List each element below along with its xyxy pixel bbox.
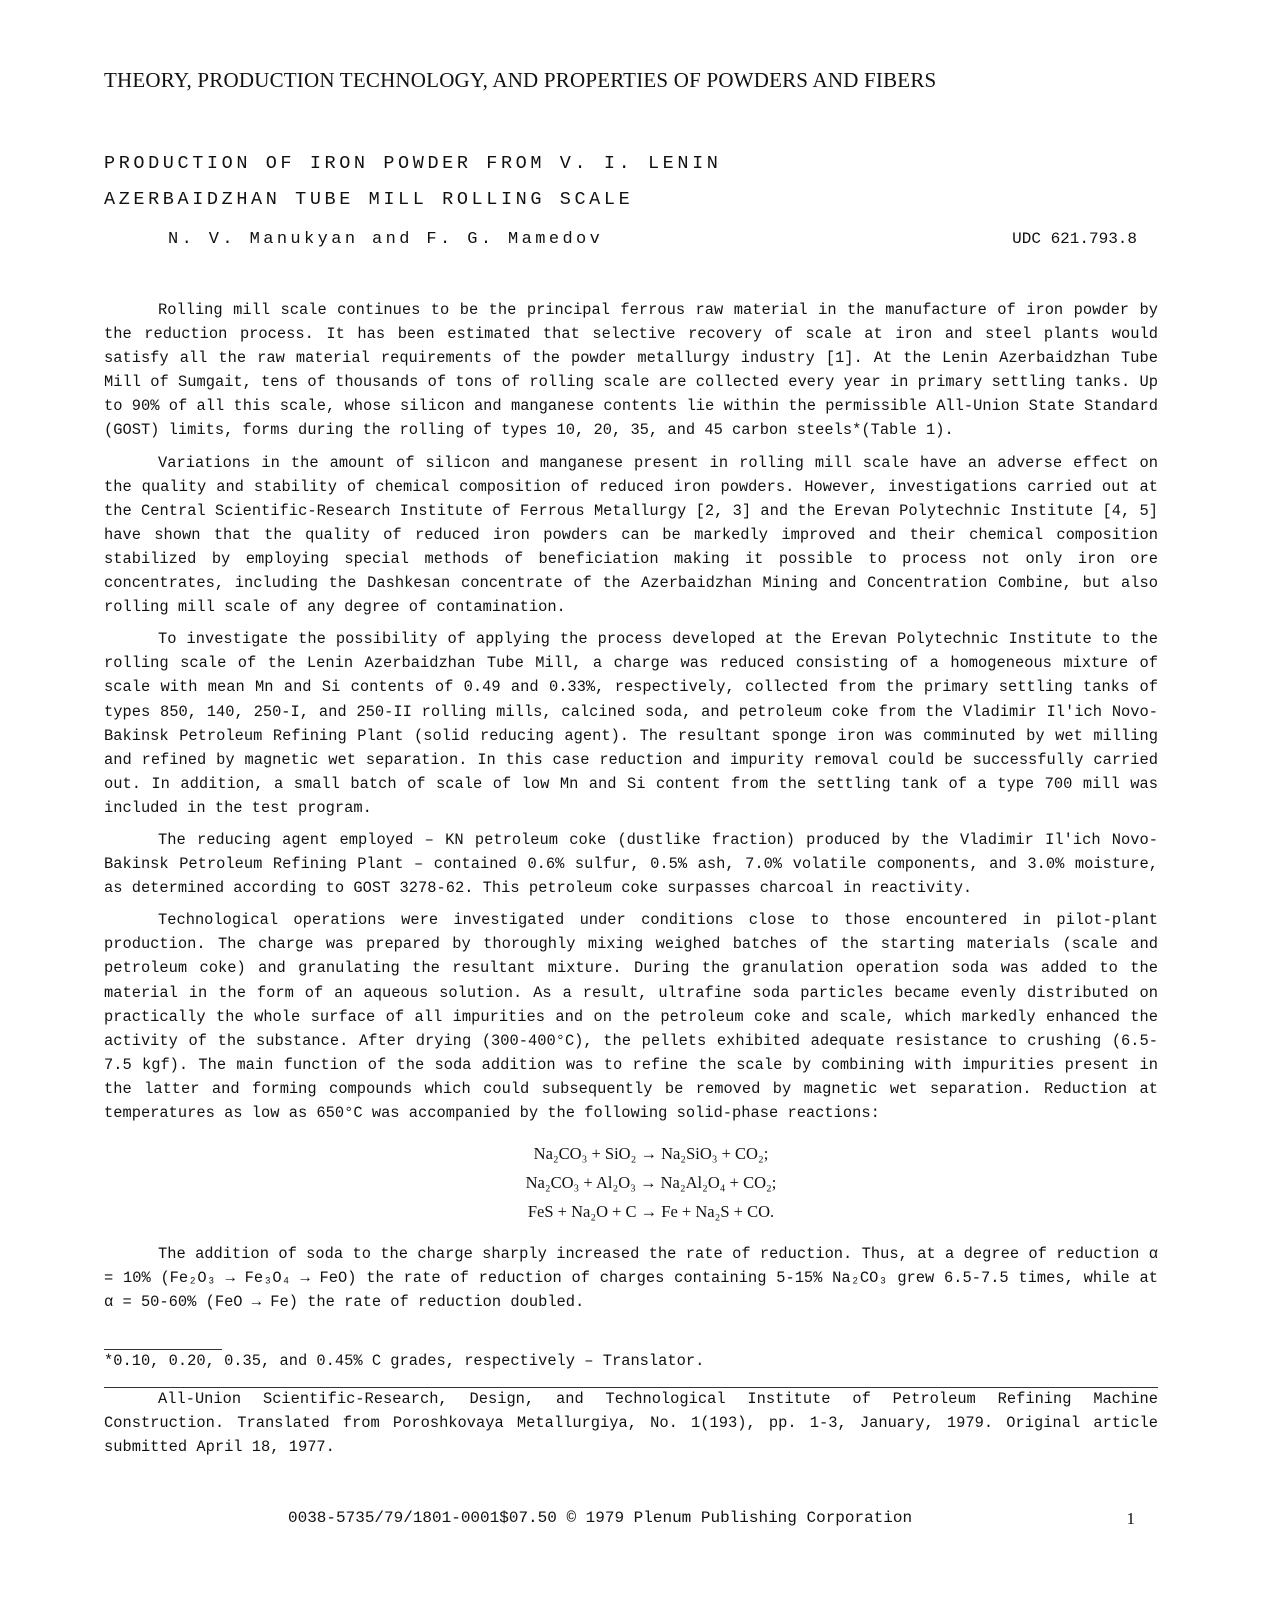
title-line-2: AZERBAIDZHAN TUBE MILL ROLLING SCALE: [104, 189, 634, 210]
article-body: [104, 298, 1158, 1322]
paragraph-1: Rolling mill scale continues to be the principal ferrous raw material in the manufacture of iron powder by the reduction process. It has been estimated that selective recovery of scale at iron and steel plants would satisfy all the raw material requirements of the powder metallurgy industry [1]. At the Lenin Azerbaidzhan Tube Mill of Sumgait, tens of thousands of tons of rolling scale are collected every year in primary settling tanks. Up to 90% of all this scale, whose silicon and manganese contents lie within the permissible All-Union State Standard (GOST) limits, forms during the rolling of types 10, 20, 35, and 45 carbon steels*(Table 1).: [104, 301, 1158, 440]
footnote-rule: [104, 1349, 222, 1350]
paragraph-5: Technological operations were investigated under conditions close to those encountered in pilot-plant production. The charge was prepared by thoroughly mixing weighed batches of the starting materials (scale and petroleum coke) and granulating the resultant mixture. During the granulation operation soda was added to the material in the form of an aqueous solution. As a result, ultrafine soda particles became evenly distributed on practically the whole surface of all impurities and on the petroleum coke and scale, which markedly enhanced the activity of the substance. After drying (300-400°C), the pellets exhibited adequate resistance to crushing (6.5-7.5 kgf). The main function of the soda addition was to refine the scale by combining with impurities present in the latter and forming compounds which could subsequently be removed by magnetic wet separation. Reduction at temperatures as low as 650°C was accompanied by the following solid-phase reactions:: [104, 911, 1158, 1122]
equation-1: Na₂CO₃ + SiO₂ → Na₂SiO₃ + CO₂;: [533, 1144, 769, 1164]
section-heading: THEORY, PRODUCTION TECHNOLOGY, AND PROPERTIES OF POWDERS AND FIBERS: [104, 68, 937, 92]
publisher-line: 0038-5735/79/1801-0001$07.50 © 1979 Plenum Publishing Corporation: [288, 1509, 913, 1527]
article-title: [104, 146, 1004, 218]
equation-2: Na₂CO₃ + Al₂O₃ → Na₂Al₂O₄ + CO₂;: [525, 1173, 777, 1193]
equation-3: FeS + Na₂O + C → Fe + Na₂S + CO.: [527, 1202, 775, 1222]
footnote: *0.10, 0.20, 0.35, and 0.45% C grades, respectively – Translator.: [104, 1352, 705, 1370]
reaction-equations: [104, 1139, 1158, 1226]
affiliation-note: All-Union Scientific-Research, Design, and Technological Institute of Petroleum Refining Machine Construction. Translated from Poroshkovaya Metallurgiya, No. 1(193), pp. 1-3, January, 1979. Original article submitted April 18, 1977.: [104, 1390, 1158, 1456]
page-number: 1: [1126, 1509, 1135, 1528]
paragraph-4: The reducing agent employed – KN petroleum coke (dustlike fraction) produced by the Vladimir Il'ich Novo-Bakinsk Petroleum Refining Plant – contained 0.6% sulfur, 0.5% ash, 7.0% volatile components, and 3.0% moisture, as determined according to GOST 3278-62. This petroleum coke surpasses charcoal in reactivity.: [104, 830, 1158, 898]
paragraph-6: The addition of soda to the charge sharply increased the rate of reduction. Thus, at a degree of reduction α = 10% (Fe₂O₃ → Fe₃O₄ → FeO) the rate of reduction of charges containing 5-15% Na₂CO₃ grew 6.5-7.5 times, while at α = 50-60% (FeO → Fe) the rate of reduction doubled.: [104, 1245, 1158, 1312]
paragraph-2: Variations in the amount of silicon and manganese present in rolling mill scale have an adverse effect on the quality and stability of chemical composition of reduced iron powders. However, investigations carried out at the Central Scientific-Research Institute of Ferrous Metallurgy [2, 3] and the Erevan Polytechnic Institute [4, 5] have shown that the quality of reduced iron powders can be markedly improved and their chemical composition stabilized by employing special methods of beneficiation making it possible to process not only iron ore concentrates, including the Dashkesan concentrate of the Azerbaidzhan Mining and Concentration Combine, but also rolling mill scale of any degree of contamination.: [104, 453, 1158, 617]
title-line-1: PRODUCTION OF IRON POWDER FROM V. I. LENIN: [104, 153, 722, 174]
udc-code: UDC 621.793.8: [1012, 230, 1137, 248]
authors: N. V. Manukyan and F. G. Mamedov: [168, 230, 604, 249]
paragraph-3: To investigate the possibility of applying the process developed at the Erevan Polytechnic Institute to the rolling scale of the Lenin Azerbaidzhan Tube Mill, a charge was reduced consisting of a homogeneous mixture of scale with mean Mn and Si contents of 0.49 and 0.33%, respectively, collected from the primary settling tanks of types 850, 140, 250-I, and 250-II rolling mills, calcined soda, and petroleum coke from the Vladimir Il'ich Novo-Bakinsk Petroleum Refining Plant (solid reducing agent). The resultant sponge iron was comminuted by wet milling and refined by magnetic wet separation. In this case reduction and impurity removal could be successfully carried out. In addition, a small batch of scale of low Mn and Si content from the settling tank of a type 700 mill was included in the test program.: [104, 630, 1158, 817]
